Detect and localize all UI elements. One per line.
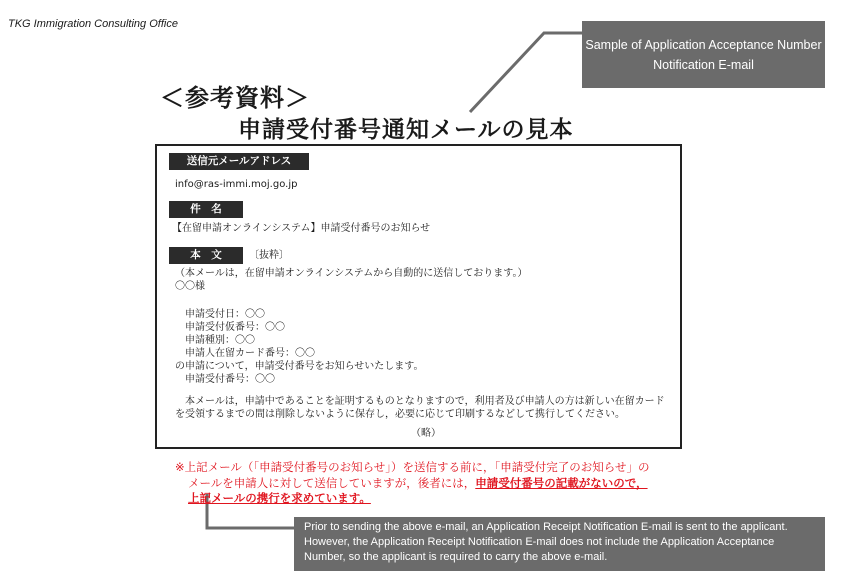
- body-line: （本メールは，在留申請オンラインシステムから自動的に送信しております。）: [175, 268, 528, 279]
- red-note-line2-plain: メールを申請人に対して送信していますが，後者には，: [188, 476, 476, 490]
- top-callout-connector: [470, 33, 582, 112]
- subject-label: 件 名: [169, 201, 243, 218]
- sender-label: 送信元メールアドレス: [169, 153, 309, 170]
- body-line: [175, 293, 665, 308]
- omitted-mark: （略）: [411, 428, 441, 439]
- bottom-callout: [294, 517, 825, 571]
- body-line: 〇〇様: [175, 281, 205, 292]
- body-label: 本 文: [169, 247, 243, 264]
- body-line: を受領するまでの間は削除しないように保存し，必要に応じて印刷するなどして携行してください。: [175, 409, 625, 420]
- mail-body: [175, 267, 665, 421]
- body-line: 申請受付日：〇〇: [175, 309, 265, 320]
- red-note-line3-emphasis: 上記メールの携行を求めています。: [188, 491, 371, 505]
- body-line: 申請人在留カード番号：〇〇: [175, 348, 315, 359]
- body-line: [175, 386, 665, 395]
- body-line: 本メールは，申請中であることを証明するものとなりますので，利用者及び申請人の方は新しい在留カード: [175, 396, 665, 407]
- top-callout: [582, 21, 825, 88]
- bottom-callout-text: Prior to sending the above e-mail, an Application Receipt Notification E-mail is sent to the applicant. However, the Application Receipt Notification E-mail does not include the Application Acceptance Number, so the applicant is required to carry the above e-mail.: [304, 521, 788, 563]
- office-name: TKG Immigration Consulting Office: [8, 18, 178, 30]
- red-note-line1: ※上記メール（「申請受付番号のお知らせ」）を送信する前に，「申請受付完了のお知らせ」の: [175, 460, 650, 474]
- red-note-line2: [188, 476, 648, 491]
- page-title: 申請受付番号通知メールの見本: [238, 117, 574, 143]
- body-note: 〔抜粋〕: [249, 250, 289, 261]
- sender-value: info@ras-immi.moj.go.jp: [175, 179, 298, 190]
- body-line: の申請について，申請受付番号をお知らせいたします。: [175, 361, 424, 372]
- subject-value: 【在留申請オンラインシステム】申請受付番号のお知らせ: [172, 223, 431, 234]
- body-line: 申請種別：〇〇: [175, 335, 255, 346]
- top-callout-text: Sample of Application Acceptance Number Notification E-mail: [585, 37, 822, 72]
- red-note-line3: [188, 491, 371, 506]
- body-line: 申請受付番号：〇〇: [175, 374, 275, 385]
- body-line: 申請受付仮番号：〇〇: [175, 322, 285, 333]
- reference-heading: ＜参考資料＞: [160, 84, 310, 112]
- red-note-line2-emphasis: 申請受付番号の記載がないので，: [475, 476, 648, 490]
